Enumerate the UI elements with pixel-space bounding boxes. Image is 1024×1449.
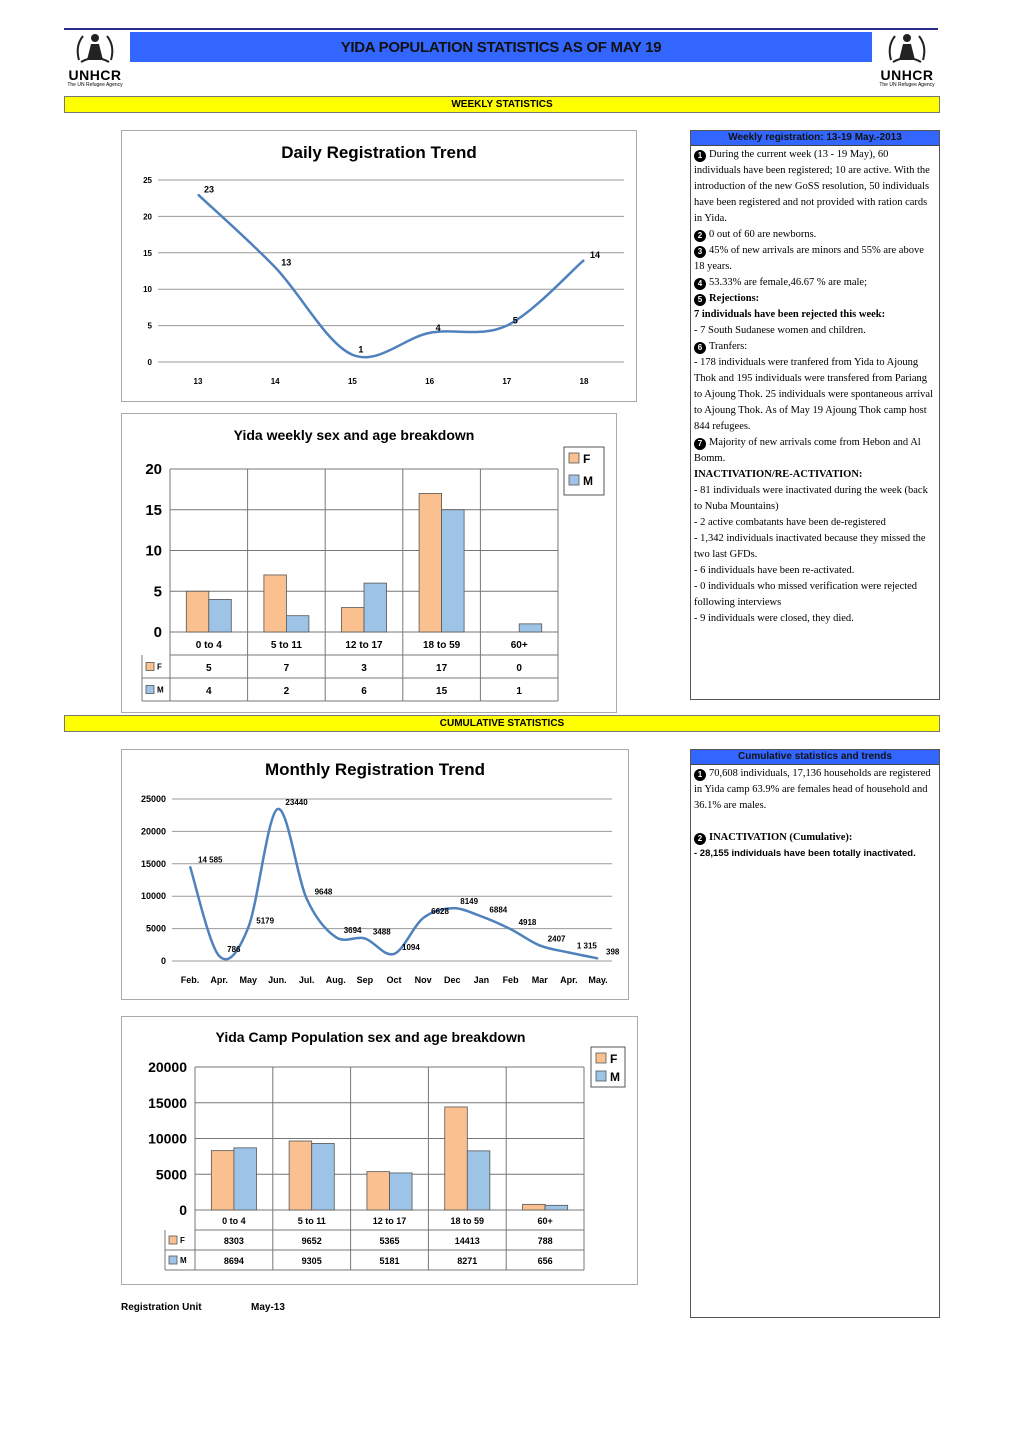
y-tick-label: 15 (145, 501, 162, 519)
x-tick-label: Oct (386, 975, 402, 985)
box-item (694, 243, 936, 275)
cumulative-statistics-band: CUMULATIVE STATISTICS (64, 715, 940, 732)
item-number-badge: 2 (694, 833, 706, 845)
item-number-badge: 4 (694, 278, 706, 290)
item-text: - 6 individuals have been re-activated. (694, 565, 855, 576)
data-label: 5 (512, 315, 518, 326)
data-label: 5179 (256, 916, 275, 926)
item-text: - 178 individuals were tranfered from Yida to Ajoung Thok and 195 individuals were transfered from Pariang to Ajoung Thok. 25 individuals were spontaneous arrival to Ajoung Thok. As of May 19 Ajoung Thok camp host 844 refugees. (694, 357, 933, 432)
x-tick-label: Sep (356, 975, 374, 985)
data-label: 1 315 (576, 941, 597, 951)
box-item (694, 766, 936, 814)
box-item (694, 227, 936, 243)
legend-swatch (569, 453, 579, 463)
bar-m (442, 510, 465, 632)
x-tick-label: Jan (473, 975, 490, 985)
table-value: 14413 (454, 1236, 480, 1246)
bar-m (286, 616, 309, 632)
table-series-name: M (180, 1256, 187, 1265)
x-tick-label: Jul. (298, 975, 315, 985)
table-value: 3 (361, 663, 367, 675)
box-item (694, 830, 936, 846)
table-value: 6 (361, 686, 367, 698)
x-tick-label: Apr. (210, 975, 228, 985)
y-tick-label: 15 (143, 248, 152, 258)
y-tick-label: 20 (145, 461, 162, 478)
cumulative-box-body (691, 765, 939, 863)
item-text: - 7 South Sudanese women and children. (694, 325, 866, 336)
weekly-statistics-band: WEEKLY STATISTICS (64, 96, 940, 113)
box-item (694, 291, 936, 307)
y-tick-label: 0 (160, 956, 166, 966)
cumulative-box-title: Cumulative statistics and trends (691, 750, 939, 765)
category-label: 0 to 4 (222, 1216, 246, 1226)
item-text: INACTIVATION (Cumulative): (709, 832, 853, 843)
item-text: 0 out of 60 are newborns. (709, 229, 817, 240)
legend-swatch (596, 1053, 606, 1063)
bar-f (186, 591, 209, 632)
y-tick-label: 25 (143, 176, 152, 185)
bar-m (312, 1143, 335, 1210)
table-value: 5 (206, 663, 212, 675)
data-point (429, 332, 430, 333)
x-tick-label: Nov (414, 975, 432, 985)
table-value: 5181 (379, 1256, 400, 1266)
item-text: - 2 active combatants have been de-registered (694, 517, 886, 528)
x-tick-label: May. (588, 975, 608, 985)
table-series-name: M (157, 685, 164, 695)
data-point (481, 916, 482, 917)
item-text: - 81 individuals were inactivated during the week (back to Nuba Mountains) (694, 485, 928, 512)
data-label: 13 (281, 257, 292, 268)
category-label: 18 to 59 (450, 1216, 485, 1226)
box-item (694, 563, 936, 579)
data-label: 6884 (489, 905, 508, 915)
legend-label: F (583, 452, 591, 466)
weekly-registration-box (690, 130, 940, 700)
item-number-badge: 5 (694, 294, 706, 306)
y-tick-label: 15000 (140, 858, 166, 869)
y-tick-label: 15000 (148, 1094, 187, 1111)
data-label: 4918 (518, 918, 537, 928)
weekly-sex-age-chart-panel (121, 413, 617, 713)
item-text: Majority of new arrivals come from Hebon and Al Bomm. (694, 437, 921, 464)
category-label: 18 to 59 (422, 640, 461, 652)
weekly-box-title: Weekly registration: 13-19 May.-2013 (691, 131, 939, 146)
chart-title: Daily Registration Trend (281, 143, 477, 162)
data-point (452, 908, 453, 909)
data-label: 786 (227, 944, 241, 954)
y-tick-label: 25000 (140, 794, 166, 804)
item-text: During the current week (13 - 19 May), 60 individuals have been registered; 10 are active. With the introduction of the new GoSS resolution, 50 individuals have been registered and not provided with ration cards in Yida. (694, 149, 930, 224)
data-label: 9648 (314, 887, 333, 897)
box-item (694, 611, 936, 627)
bar-m (234, 1148, 257, 1210)
bar-m (209, 599, 232, 632)
unhcr-emblem-icon (885, 30, 929, 66)
unhcr-logo-left: UNHCR The UN Refugee Agency (62, 30, 128, 100)
legend-label: M (610, 1070, 620, 1084)
data-point (275, 267, 276, 268)
y-tick-label: 0 (153, 624, 162, 641)
data-label: 14 585 (198, 855, 223, 865)
category-label: 60+ (537, 1216, 553, 1226)
item-text: 53.33% are female,46.67 % are male; (709, 277, 868, 288)
y-tick-label: 20 (143, 212, 152, 222)
table-value: 8303 (223, 1236, 244, 1246)
page-title: YIDA POPULATION STATISTICS AS OF MAY 19 (130, 32, 872, 62)
table-value: 656 (537, 1256, 553, 1266)
category-label: 12 to 17 (372, 1216, 407, 1226)
box-item (694, 339, 936, 355)
table-value: 788 (537, 1236, 553, 1246)
table-series-name: F (157, 662, 162, 672)
y-tick-label: 5000 (145, 923, 166, 934)
report-date: May-13 (251, 1302, 285, 1313)
unhcr-emblem-icon (73, 30, 117, 66)
y-tick-label: 0 (147, 358, 152, 367)
item-text: Rejections: (709, 293, 760, 304)
camp-population-chart (122, 1017, 637, 1284)
table-value: 8271 (457, 1256, 478, 1266)
camp-population-chart-panel (121, 1016, 638, 1285)
y-tick-label: 10 (145, 542, 162, 560)
box-item (694, 483, 936, 515)
box-item (694, 307, 936, 323)
item-text: INACTIVATION/RE-ACTIVATION: (694, 469, 863, 480)
bar-m (467, 1151, 490, 1210)
legend-swatch (569, 475, 579, 485)
data-label: 3694 (343, 926, 362, 936)
bar-f (264, 575, 287, 632)
daily-registration-chart (122, 131, 636, 401)
x-tick-label: 15 (347, 377, 357, 386)
legend-label: M (583, 474, 593, 488)
chart-title: Yida weekly sex and age breakdown (233, 427, 475, 443)
item-text: 70,608 individuals, 17,136 households are registered in Yida camp 63.9% are females head of household and 36.1% are males. (694, 768, 931, 811)
legend-label: F (610, 1052, 618, 1066)
table-value: 8694 (223, 1256, 244, 1266)
item-text: - 28,155 individuals have been totally inactivated. (694, 848, 916, 859)
table-legend-swatch (169, 1236, 177, 1244)
item-text: 45% of new arrivals are minors and 55% are above 18 years. (694, 245, 924, 272)
data-point (598, 958, 599, 959)
x-tick-label: 17 (502, 377, 512, 386)
data-label: 14 (590, 250, 601, 261)
data-point (539, 945, 540, 946)
x-tick-label: Mar (531, 975, 548, 985)
unhcr-logo-right: UNHCR The UN Refugee Agency (874, 30, 940, 100)
y-tick-label: 10 (143, 285, 152, 295)
bar-f (419, 493, 442, 632)
item-number-badge: 2 (694, 230, 706, 242)
item-number-badge: 1 (694, 769, 706, 781)
box-item (694, 531, 936, 563)
data-point (198, 194, 199, 195)
data-label: 23 (204, 184, 215, 195)
item-text: - 9 individuals were closed, they died. (694, 613, 854, 624)
data-label: 1 (358, 344, 364, 355)
data-label: 398 (606, 947, 620, 957)
table-value: 17 (436, 663, 448, 675)
item-text: Tranfers: (709, 341, 748, 352)
bar-f (289, 1141, 312, 1210)
data-label: 2407 (547, 934, 566, 944)
data-point (510, 929, 511, 930)
y-tick-label: 5 (153, 583, 162, 601)
y-tick-label: 5000 (155, 1166, 187, 1183)
category-label: 0 to 4 (195, 640, 222, 652)
weekly-sex-age-chart (122, 414, 616, 712)
data-point (568, 952, 569, 953)
box-item (694, 467, 936, 483)
box-item (694, 355, 936, 435)
data-point (394, 953, 395, 954)
data-point (306, 898, 307, 899)
data-point (506, 325, 507, 326)
data-point (364, 938, 365, 939)
cumulative-statistics-box (690, 749, 940, 1318)
category-label: 5 to 11 (297, 1216, 326, 1226)
bar-f (523, 1204, 546, 1210)
table-value: 7 (283, 663, 290, 675)
box-item (694, 515, 936, 531)
x-tick-label: Aug. (325, 975, 346, 985)
data-point (190, 866, 191, 867)
legend-swatch (596, 1071, 606, 1081)
data-point (352, 354, 353, 355)
table-legend-swatch (146, 663, 154, 671)
series-line (198, 195, 584, 358)
table-value: 0 (516, 663, 522, 675)
data-label: 8149 (460, 897, 479, 907)
item-number-badge: 7 (694, 438, 706, 450)
x-tick-label: Feb. (180, 975, 200, 985)
data-point (335, 937, 336, 938)
data-label: 23440 (285, 798, 308, 808)
box-item (694, 579, 936, 611)
table-value: 15 (436, 686, 448, 698)
box-item (694, 846, 936, 862)
category-label: 60+ (510, 640, 528, 652)
y-tick-label: 20000 (140, 826, 166, 837)
x-tick-label: Feb (502, 975, 519, 985)
x-tick-label: 16 (425, 377, 435, 386)
item-text: 7 individuals have been rejected this week: (694, 309, 886, 320)
x-tick-label: Apr. (560, 975, 578, 985)
table-legend-swatch (146, 686, 154, 694)
data-label: 1094 (402, 942, 420, 952)
data-label: 6628 (431, 907, 449, 917)
item-number-badge: 3 (694, 246, 706, 258)
box-item (694, 435, 936, 467)
y-tick-label: 10000 (148, 1130, 187, 1147)
registration-unit-label: Registration Unit (121, 1302, 202, 1313)
item-number-badge: 1 (694, 150, 706, 162)
x-tick-label: 13 (193, 377, 203, 386)
daily-registration-chart-panel (121, 130, 637, 402)
data-point (584, 260, 585, 261)
y-tick-label: 10000 (140, 891, 166, 902)
bar-m (519, 624, 542, 632)
bar-f (341, 608, 364, 632)
category-label: 5 to 11 (270, 640, 302, 652)
item-number-badge: 6 (694, 342, 706, 354)
chart-title: Yida Camp Population sex and age breakdown (215, 1029, 526, 1045)
box-item (694, 323, 936, 339)
monthly-registration-chart (122, 750, 628, 999)
table-series-name: F (180, 1236, 185, 1245)
table-value: 9305 (301, 1256, 322, 1266)
x-tick-label: Dec (444, 975, 461, 985)
item-text: - 0 individuals who missed verification were rejected following interviews (694, 581, 918, 608)
table-value: 4 (206, 686, 212, 698)
table-value: 1 (516, 686, 522, 698)
data-label: 4 (435, 322, 441, 333)
x-tick-label: Jun. (268, 975, 287, 985)
y-tick-label: 5 (147, 321, 152, 331)
monthly-registration-chart-panel (121, 749, 629, 1000)
chart-title: Monthly Registration Trend (264, 760, 486, 779)
box-item (694, 275, 936, 291)
bar-m (545, 1205, 568, 1210)
data-point (248, 927, 249, 928)
table-value: 5365 (379, 1236, 400, 1246)
bar-m (364, 583, 387, 632)
x-tick-label: May (239, 975, 258, 985)
data-point (423, 918, 424, 919)
header-rule (64, 28, 938, 30)
y-tick-label: 0 (179, 1202, 187, 1218)
x-tick-label: 14 (270, 377, 280, 386)
x-tick-label: 18 (579, 377, 589, 386)
category-label: 12 to 17 (345, 640, 383, 652)
item-text: - 1,342 individuals inactivated because they missed the two last GFDs. (694, 533, 926, 560)
bar-f (445, 1107, 468, 1210)
box-item (694, 147, 936, 227)
y-tick-label: 20000 (148, 1059, 187, 1075)
table-value: 2 (283, 686, 290, 698)
weekly-box-body (691, 146, 939, 628)
bar-f (367, 1172, 390, 1210)
bar-m (390, 1173, 413, 1210)
data-label: 3488 (372, 927, 391, 937)
bar-f (211, 1151, 234, 1210)
table-value: 9652 (301, 1236, 322, 1246)
table-legend-swatch (169, 1256, 177, 1264)
data-point (277, 809, 278, 810)
data-point (219, 955, 220, 956)
